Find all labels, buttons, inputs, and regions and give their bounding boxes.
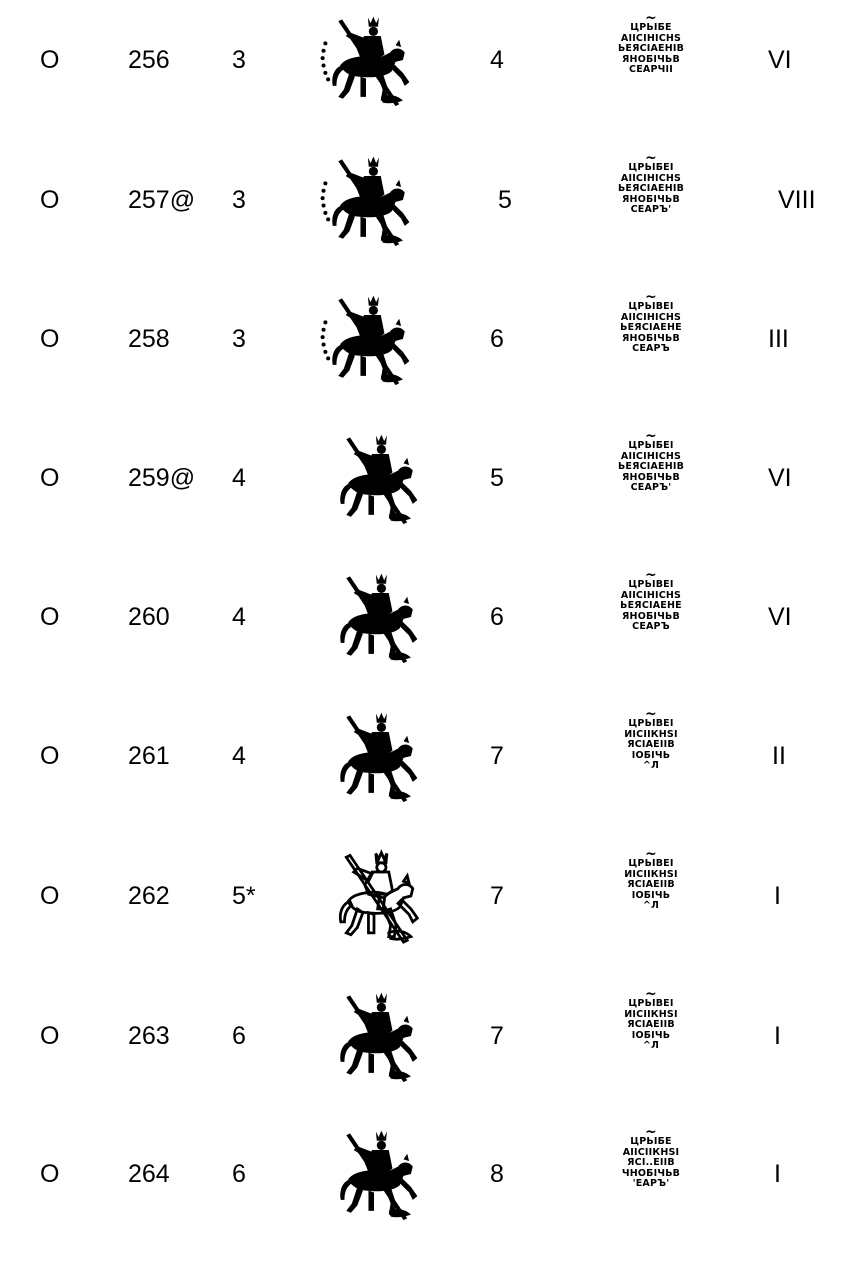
legend-line: ЯНОБІЧЬВ [622, 332, 680, 344]
number-cell: 258 [128, 325, 170, 353]
titlo-mark-icon: ~ [645, 986, 657, 1002]
rider-icon [326, 704, 422, 808]
die-cell: 6 [490, 603, 504, 631]
die-cell: 5 [498, 186, 512, 214]
legend-text [592, 706, 710, 772]
die-cell: 7 [490, 882, 504, 910]
legend-line: ЦРЬІБЕІ [628, 440, 674, 451]
legend-line: СЕАРЪ [632, 621, 670, 632]
legend-line: ИІСІІКНЅІ [624, 728, 678, 740]
mark-cell: O [40, 464, 60, 492]
rarity-cell: III [768, 325, 789, 353]
legend-line: ЯНОБІЧЬВ [622, 53, 680, 65]
titlo-mark-icon: ~ [645, 10, 657, 26]
mark-cell: O [40, 186, 60, 214]
rider-icon [318, 287, 414, 391]
table-row [0, 140, 862, 260]
rider-icon [326, 426, 422, 530]
legend-line: ЬЕЯСІАЕНІВ [617, 183, 685, 194]
number-cell: 260 [128, 603, 170, 631]
legend-line: ЦРЬІВЕІ [628, 858, 674, 869]
legend-line: ЬЕЯСІАЕНІВ [617, 43, 685, 54]
legend-line: ІОБІЧЬ [631, 1029, 671, 1041]
table-row [0, 836, 862, 956]
rarity-cell: II [772, 742, 786, 770]
table-row [0, 1114, 862, 1234]
legend-line: АІІСІНІСНЅ [620, 450, 682, 462]
titlo-mark-icon: ~ [645, 846, 657, 862]
legend-text [592, 10, 710, 76]
rider-icon [326, 984, 422, 1088]
type-cell: 5* [232, 882, 256, 910]
table-row [0, 976, 862, 1096]
type-cell: 3 [232, 186, 246, 214]
legend-line: ЯНОБІЧЬВ [622, 471, 680, 483]
table-row [0, 279, 862, 399]
die-cell: 6 [490, 325, 504, 353]
titlo-mark-icon: ~ [645, 567, 657, 583]
legend-line: ЬЕЯСІАЕНІВ [617, 461, 685, 472]
mark-cell: O [40, 1160, 60, 1188]
legend-line: СЕАРЪ' [630, 482, 672, 493]
type-cell: 4 [232, 603, 246, 631]
legend-line: ^Л [642, 760, 660, 771]
titlo-mark-icon: ~ [645, 428, 657, 444]
rider-icon [318, 8, 414, 112]
titlo-mark-icon: ~ [645, 1124, 657, 1140]
type-cell: 3 [232, 46, 246, 74]
number-cell: 261 [128, 742, 170, 770]
legend-text [592, 150, 710, 216]
mark-cell: O [40, 46, 60, 74]
rarity-cell: I [774, 1160, 781, 1188]
legend-line: ЦРЬІВЕІ [628, 998, 674, 1009]
legend-line: ЦРЬІВЕІ [628, 718, 674, 729]
legend-line: ИІСІІКНЅІ [624, 1008, 678, 1020]
number-cell: 259@ [128, 464, 196, 492]
mark-cell: O [40, 882, 60, 910]
legend-line: ЯСІАЕІІВ [627, 739, 675, 750]
legend-line: ^Л [642, 900, 660, 911]
titlo-mark-icon: ~ [645, 289, 657, 305]
titlo-mark-icon: ~ [645, 150, 657, 166]
mark-cell: O [40, 1022, 60, 1050]
type-cell: 4 [232, 742, 246, 770]
legend-text [592, 846, 710, 912]
mark-cell: O [40, 603, 60, 631]
rider-icon [326, 844, 422, 948]
number-cell: 256 [128, 46, 170, 74]
legend-line: АІІСІНІСНЅ [620, 311, 682, 323]
type-cell: 6 [232, 1160, 246, 1188]
legend-text [592, 1124, 710, 1190]
die-cell: 4 [490, 46, 504, 74]
legend-line: ЯСІАЕІІВ [627, 1019, 675, 1030]
number-cell: 263 [128, 1022, 170, 1050]
legend-line: СЕАРЪ [632, 343, 670, 354]
number-cell: 257@ [128, 186, 196, 214]
legend-line: ІОБІЧЬ [631, 749, 671, 761]
table-row [0, 557, 862, 677]
rarity-cell: VI [768, 46, 792, 74]
legend-line: ЦРЬІБЕ [630, 22, 672, 33]
rider-icon [326, 565, 422, 669]
type-cell: 3 [232, 325, 246, 353]
legend-line: АІІСІНІСНЅ [620, 589, 682, 601]
titlo-mark-icon: ~ [645, 706, 657, 722]
legend-line: СЕАРЪ' [630, 204, 672, 215]
legend-line: ЦРЬІБЕ [630, 1136, 672, 1147]
rider-icon [318, 148, 414, 252]
legend-line: ЯСІ..ЕІІВ [627, 1157, 675, 1168]
rarity-cell: VIII [778, 186, 816, 214]
rider-icon [326, 1122, 422, 1226]
legend-line: ИІСІІКНЅІ [624, 868, 678, 880]
legend-line: АІІСІІКНЅІ [622, 1146, 680, 1158]
rarity-cell: VI [768, 464, 792, 492]
mark-cell: O [40, 742, 60, 770]
table-row [0, 696, 862, 816]
die-cell: 7 [490, 1022, 504, 1050]
legend-line: ЧНОБІЧЬВ [621, 1167, 681, 1179]
table-row [0, 418, 862, 538]
legend-line: СЕАРЧІІ [629, 64, 673, 75]
legend-text [592, 289, 710, 355]
type-cell: 4 [232, 464, 246, 492]
legend-line: ЬЕЯСІАЕНЕ [620, 322, 682, 333]
legend-text [592, 567, 710, 633]
legend-line: ^Л [642, 1040, 660, 1051]
legend-text [592, 986, 710, 1052]
legend-line: АІІСІНІСНЅ [620, 172, 682, 184]
legend-line: АІІСІНІСНЅ [620, 32, 682, 44]
legend-line: 'ЕАРЪ' [632, 1178, 670, 1189]
number-cell: 264 [128, 1160, 170, 1188]
legend-text [592, 428, 710, 494]
die-cell: 8 [490, 1160, 504, 1188]
table-row [0, 0, 862, 120]
rarity-cell: VI [768, 603, 792, 631]
legend-line: ЦРЬІВЕІ [628, 579, 674, 590]
number-cell: 262 [128, 882, 170, 910]
legend-line: ЯСІАЕІІВ [627, 879, 675, 890]
legend-line: ЯНОБІЧЬВ [622, 193, 680, 205]
type-cell: 6 [232, 1022, 246, 1050]
legend-line: ЯНОБІЧЬВ [622, 610, 680, 622]
die-cell: 5 [490, 464, 504, 492]
rarity-cell: I [774, 1022, 781, 1050]
die-cell: 7 [490, 742, 504, 770]
legend-line: ІОБІЧЬ [631, 889, 671, 901]
legend-line: ЦРЬІВЕІ [628, 301, 674, 312]
legend-line: ЦРЬІБЕІ [628, 162, 674, 173]
legend-line: ЬЕЯСІАЕНЕ [620, 600, 682, 611]
mark-cell: O [40, 325, 60, 353]
rarity-cell: I [774, 882, 781, 910]
